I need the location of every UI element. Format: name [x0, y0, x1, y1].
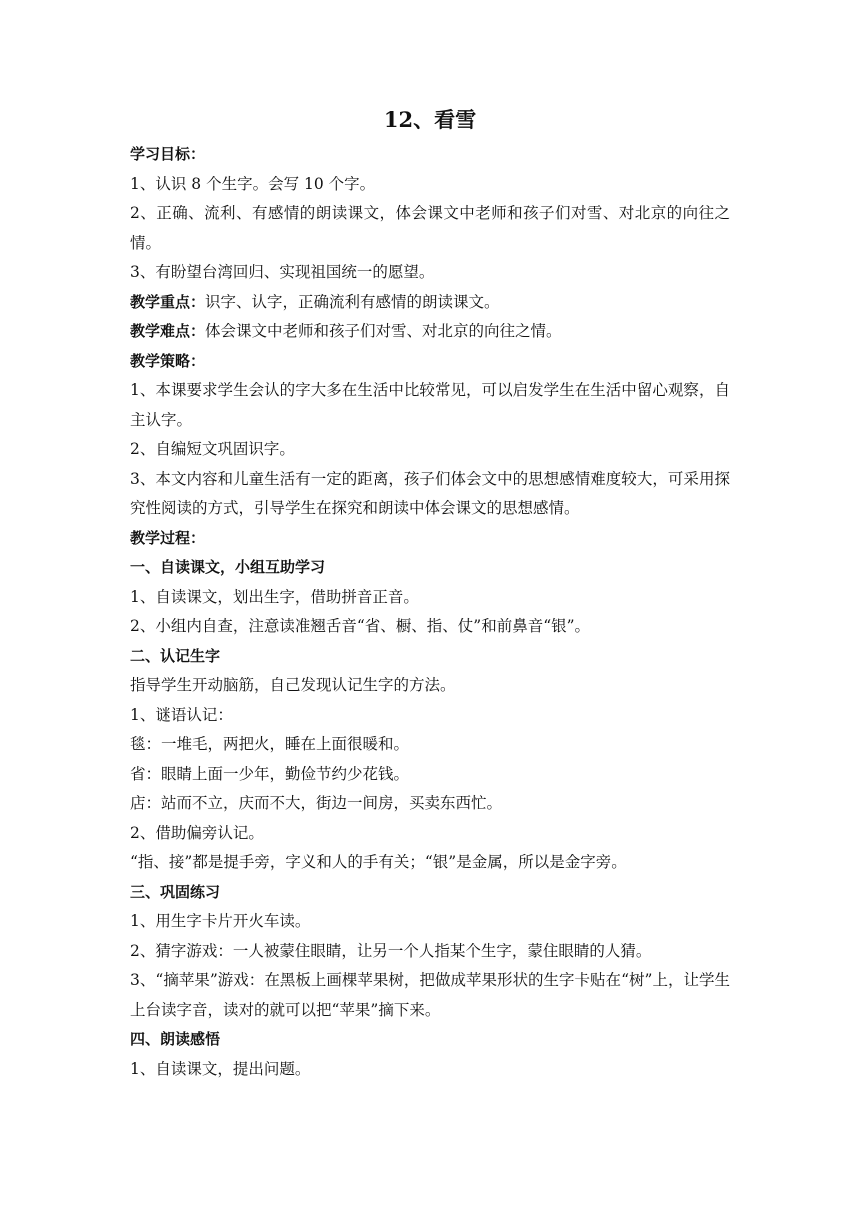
section-3-heading: 三、巩固练习 [130, 882, 221, 901]
strategy-item-3: 3、本文内容和儿童生活有一定的距离，孩子们体会文中的思想感情难度较大，可采用探究性阅读的方式，引导学生在探究和朗读中体会课文的思想感情。 [130, 469, 730, 517]
section-2-item-3: 省：眼睛上面一少年，勤俭节约少花钱。 [130, 764, 410, 783]
section-2-heading: 二、认记生字 [130, 646, 221, 665]
section-2-intro: 指导学生开动脑筋，自己发现认记生字的方法。 [130, 676, 456, 694]
goal-item-2: 2、正确、流利、有感情的朗读课文，体会课文中老师和孩子们对雪、对北京的向往之情。 [130, 204, 730, 252]
section-2-item-2: 毯：一堆毛，两把火，睡在上面很暖和。 [130, 735, 410, 753]
difficulty-row [130, 317, 730, 347]
goal-item-1: 1、认识 8 个生字。会写 10 个字。 [130, 174, 376, 193]
difficulty-label: 教学难点： [130, 322, 206, 340]
difficulty-text: 体会课文中老师和孩子们对雪、对北京的向往之情。 [205, 322, 562, 340]
section-3-item-2: 2、猜字游戏：一人被蒙住眼睛，让另一个人指某个生字，蒙住眼睛的人猜。 [130, 941, 652, 960]
lesson-plan-page [130, 100, 730, 1084]
section-3-item-1: 1、用生字卡片开火车读。 [130, 912, 311, 930]
section-1-heading: 一、自读课文，小组互助学习 [130, 558, 326, 576]
section-3-item-3: 3、“摘苹果”游戏：在黑板上画棵苹果树，把做成苹果形状的生字卡贴在“树”上，让学生上台读字音，读对的就可以把“苹果”摘下来。 [130, 971, 730, 1019]
key-point-text: 识字、认字，正确流利有感情的朗读课文。 [205, 292, 500, 311]
goals-heading: 学习目标： [130, 145, 206, 163]
section-1-item-1: 1、自读课文，划出生字，借助拼音正音。 [130, 587, 419, 606]
section-4-heading: 四、朗读感悟 [130, 1030, 221, 1048]
key-point-row [130, 288, 730, 318]
section-2-item-6: “指、接”都是提手旁，字义和人的手有关；“银”是金属，所以是金字旁。 [130, 853, 627, 871]
strategy-item-2: 2、自编短文巩固识字。 [130, 440, 295, 458]
strategy-item-1: 1、本课要求学生会认的字大多在生活中比较常见，可以启发学生在生活中留心观察，自主认字。 [130, 381, 730, 429]
section-2-item-4: 店：站而不立，庆而不大，街边一间房，买卖东西忙。 [130, 794, 503, 812]
document-title: 12、看雪 [383, 107, 477, 132]
section-2-item-1: 1、谜语认记： [130, 705, 233, 724]
strategy-heading: 教学策略： [130, 351, 206, 370]
key-point-label: 教学重点： [130, 292, 206, 311]
goal-item-3: 3、有盼望台湾回归、实现祖国统一的愿望。 [130, 263, 435, 281]
section-1-item-2: 2、小组内自查，注意读准翘舌音“省、橱、指、仗”和前鼻音“银”。 [130, 617, 591, 635]
process-heading: 教学过程： [130, 528, 206, 547]
section-2-item-5: 2、借助偏旁认记。 [130, 823, 264, 842]
section-4-item-1: 1、自读课文，提出问题。 [130, 1059, 311, 1078]
